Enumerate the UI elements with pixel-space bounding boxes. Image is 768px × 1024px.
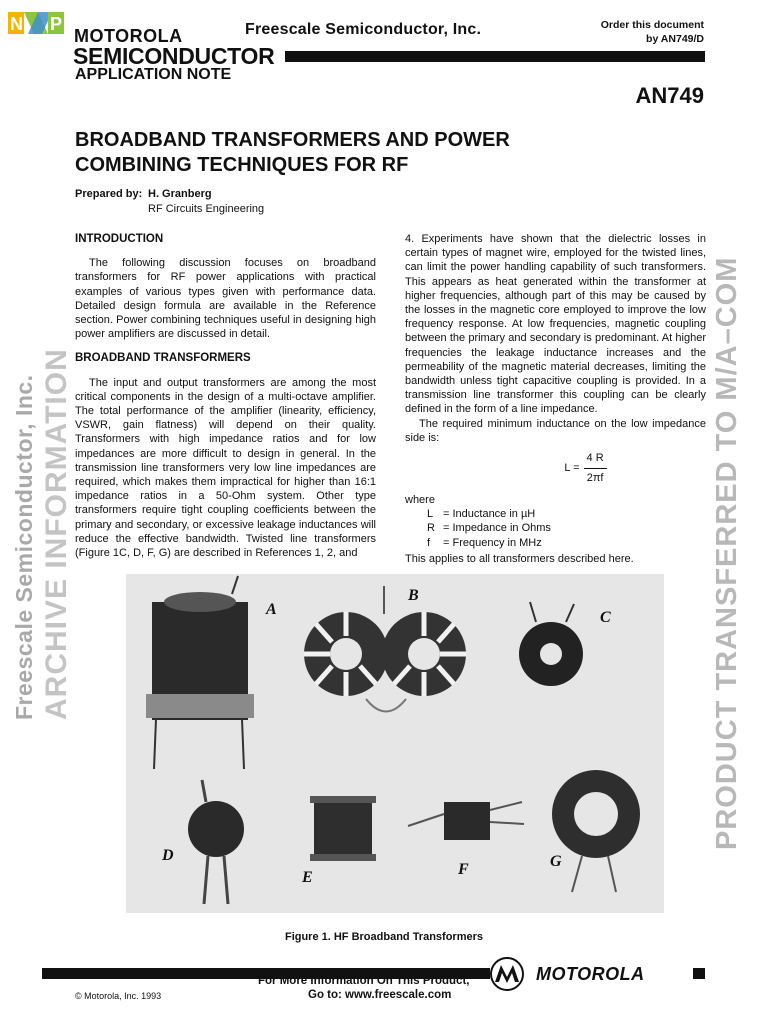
introduction-heading: INTRODUCTION (75, 233, 164, 245)
author-department: RF Circuits Engineering (148, 203, 265, 215)
left-column (75, 232, 376, 560)
svg-text:P: P (50, 14, 63, 34)
figure-label-e: E (302, 869, 313, 886)
application-note-number: AN749 (635, 83, 704, 108)
transformers-photo (126, 574, 664, 913)
motorola-wordmark: MOTOROLA (536, 964, 645, 984)
minimum-inductance-paragraph: The required minimum inductance on the low impedance side is: (405, 417, 706, 444)
title-line-1: BROADBAND TRANSFORMERS AND POWER (75, 129, 510, 151)
broadband-transformers-paragraph: The input and output transformers are among the most critical components in the design of a multi-octave amplifier. The total performance of the amplifier (linearity, efficiency, VSWR, gain flatness) will depend on their quality. Transformers with high impedance ratios and for low impedances are more difficult to design in general. In the transmission line transformers very low line impedances are required, which makes them impractical for higher than 16:1 impedance ratios in a 50-Ohm system. Other type transformers require tight coupling coefficients between the primary and secondary, or excessive leakage inductances will reduce the effective bandwidth. Twisted line transformers (Figure 1C, D, F, G) are described in References 1, 2, and (75, 376, 376, 560)
definition-symbol: f (427, 536, 431, 549)
formula-numerator: 4 R (584, 451, 607, 468)
archive-information-banner: ARCHIVE INFORMATION (40, 348, 73, 720)
copyright-notice: © Motorola, Inc. 1993 (75, 991, 162, 1001)
order-number-line: by AN749/D (646, 33, 704, 45)
author-name: H. Granberg (148, 188, 212, 200)
figure-label-b: B (408, 587, 419, 604)
product-transferred-banner: PRODUCT TRANSFERRED TO M/A–COM (711, 256, 743, 850)
definition-text: = Inductance in µH (443, 508, 536, 521)
definition-text: = Frequency in MHz (443, 536, 542, 549)
figure-label-c: C (600, 609, 611, 626)
figure-label-a: A (266, 601, 277, 618)
freescale-side-banner: Freescale Semiconductor, Inc. (11, 374, 37, 720)
more-information-text: For More Information On This Product, (258, 975, 470, 987)
definition-row (427, 507, 706, 521)
applies-paragraph: This applies to all transformers described here. (405, 552, 634, 565)
broadband-transformers-heading: BROADBAND TRANSFORMERS (75, 352, 251, 365)
order-document-line: Order this document (600, 19, 704, 31)
where-label: where (405, 494, 435, 507)
footer-rule-end (693, 968, 705, 979)
inductance-formula (465, 449, 706, 487)
company-name: Freescale Semiconductor, Inc. (245, 21, 482, 38)
figure-label-d: D (162, 847, 174, 864)
semiconductor-text: SEMICONDUCTOR (73, 43, 275, 69)
header-rule (285, 51, 705, 62)
transformer-e-image (310, 796, 376, 861)
dielectric-losses-paragraph: 4. Experiments have shown that the dielectric losses in certain types of magnet wire, employed for the twisted lines, can limit the power handling capability of such transformers. This appears as heat generated within the transformer at higher frequencies, although part of this may be caused by the losses in the magnetic core employed to improve the low frequency response. At low frequencies, magnetic coupling between the primary and secondary is predominant. At higher frequencies the leakage inductance increases and the permeability of the magnetic material decreases, limiting the bandwidth unless tight capacitive coupling is provided. In a transmission line transformer this coupling can be clearly defined in the form of a line impedance. (405, 233, 706, 416)
document-title (75, 128, 635, 178)
figure-label-g: G (550, 853, 562, 870)
freescale-website-link[interactable]: Go to: www.freescale.com (308, 989, 452, 1001)
formula-lhs: L = (564, 461, 580, 474)
formula-denominator: 2πf (586, 471, 604, 484)
nxp-logo (8, 6, 64, 40)
definition-row (427, 536, 706, 550)
title-line-2: COMBINING TECHNIQUES FOR RF (75, 154, 409, 176)
definition-symbol: R (427, 522, 435, 535)
introduction-paragraph: The following discussion focuses on broadband transformers for RF power applications with practical examples of various types given with performance data. Detailed design formula are available in the Reference section. Power combining techniques useful in designing high power amplifiers are discussed in detail. (75, 257, 376, 341)
prepared-by-label: Prepared by: (75, 188, 143, 200)
application-note-label: APPLICATION NOTE (75, 66, 232, 83)
formula-fraction (584, 451, 607, 484)
figure-label-f: F (458, 861, 469, 878)
motorola-batwing-icon (489, 956, 525, 992)
definition-text: = Impedance in Ohms (443, 522, 551, 535)
figure-caption: Figure 1. HF Broadband Transformers (284, 931, 484, 943)
definition-symbol: L (427, 508, 434, 521)
definition-row (427, 521, 706, 535)
right-column (405, 232, 706, 566)
svg-text:N: N (10, 14, 23, 34)
variable-definitions (427, 507, 706, 550)
motorola-header-text: MOTOROLA (74, 26, 183, 46)
